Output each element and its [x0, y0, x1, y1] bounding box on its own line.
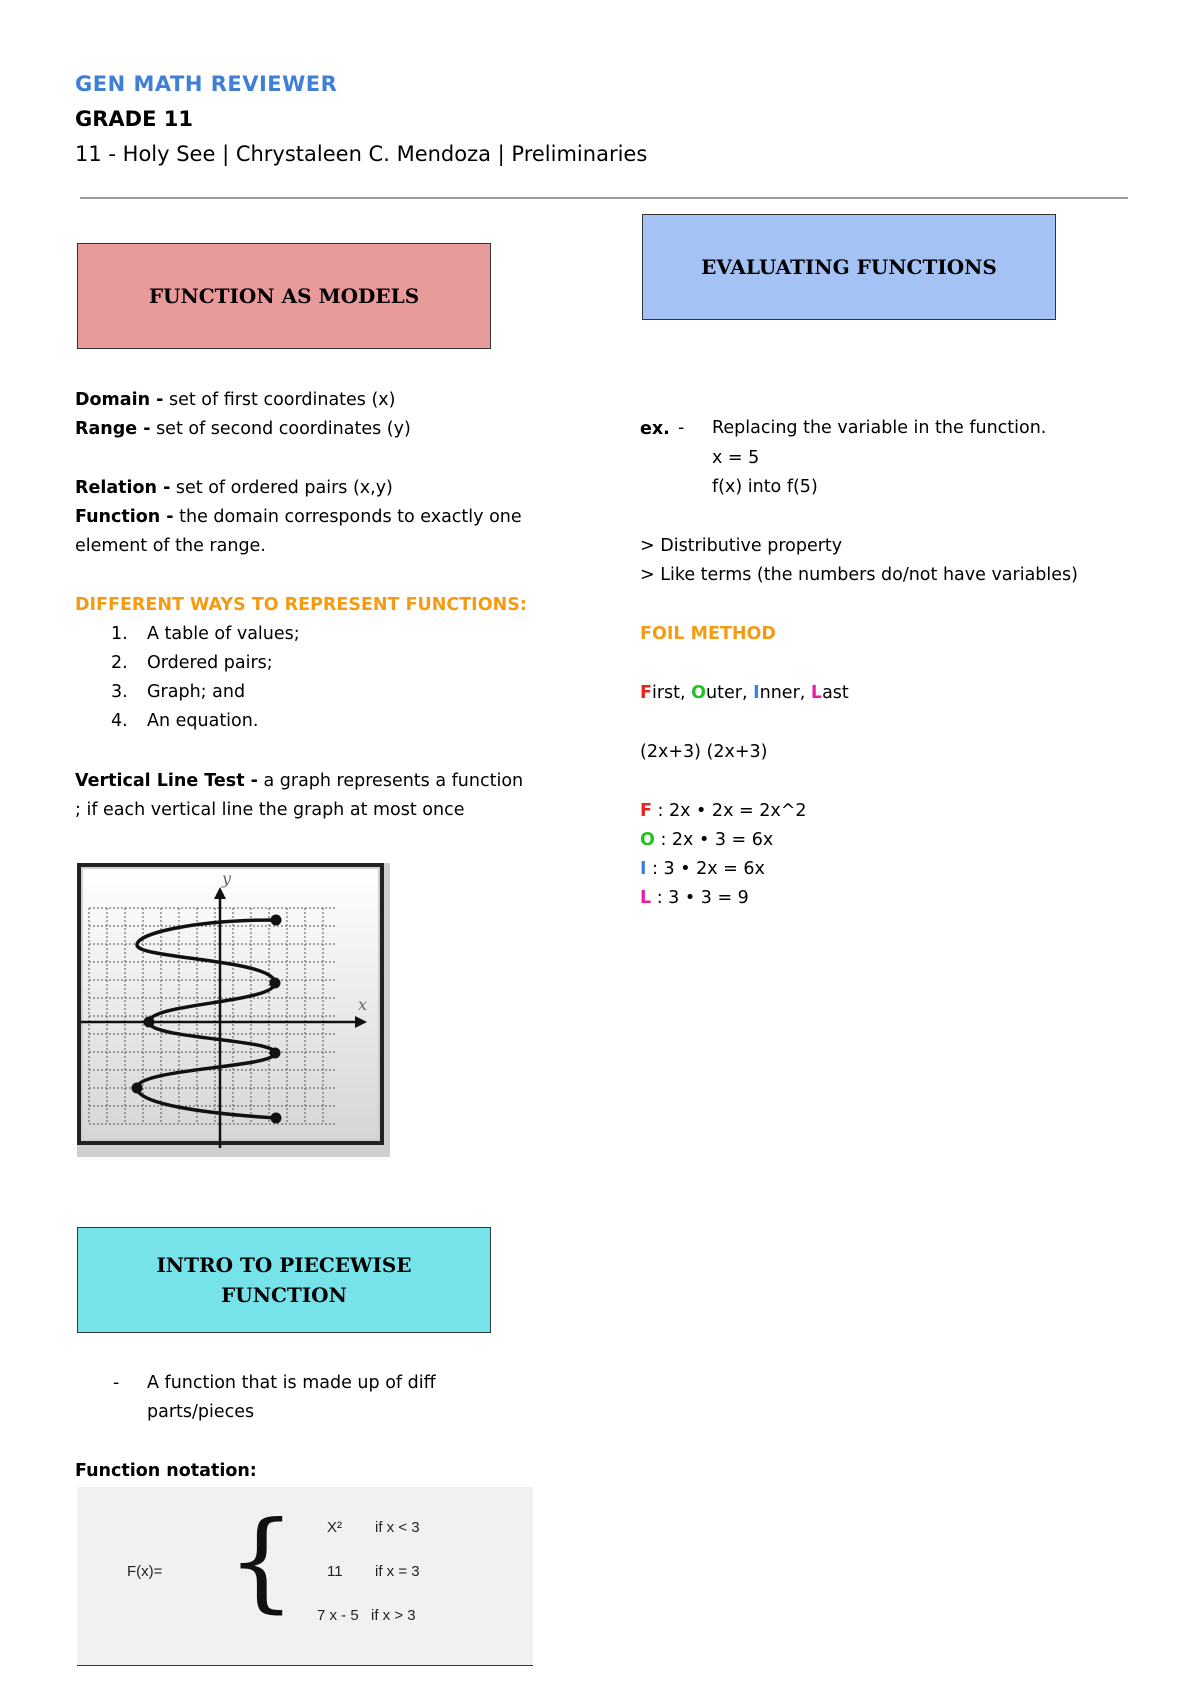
range-line	[75, 415, 411, 444]
piecewise-title-line2: FUNCTION	[221, 1283, 347, 1307]
foil-heading: FOIL METHOD	[640, 624, 776, 644]
function-as-models-box	[77, 243, 491, 349]
function-term: Function -	[75, 507, 174, 527]
function-line	[75, 503, 522, 532]
like-terms: > Like terms (the numbers do/not have variables)	[640, 565, 1078, 585]
list-item: 3. Graph; and	[111, 682, 246, 702]
grade-label: GRADE 11	[75, 107, 193, 131]
domain-line	[75, 386, 396, 415]
x-axis-label: x	[358, 995, 368, 1014]
list-item: 2. Ordered pairs;	[111, 653, 273, 673]
distributive-property: > Distributive property	[640, 536, 843, 556]
evaluating-bullet-item: - Replacing the variable in the function.	[678, 418, 1047, 438]
example-line2: f(x) into f(5)	[712, 477, 818, 497]
domain-def: set of first coordinates (x)	[163, 390, 396, 410]
notation-cond-2: if x = 3	[375, 1563, 420, 1580]
list-item: 1. A table of values;	[111, 624, 300, 644]
relation-def: set of ordered pairs (x,y)	[170, 478, 393, 498]
vertical-line-test-term: Vertical Line Test -	[75, 771, 258, 791]
piecewise-title-line1: INTRO TO PIECEWISE	[156, 1253, 412, 1277]
notation-fx: F(x)=	[127, 1563, 163, 1580]
y-axis-label: y	[222, 869, 232, 888]
header-divider	[80, 197, 1128, 199]
piecewise-bullet-item: - A function that is made up of diff parts/pieces	[75, 1369, 1200, 1427]
list-item: 4. An equation.	[111, 711, 259, 731]
evaluating-desc: Replacing the variable in the function.	[712, 418, 1047, 438]
foil-step-inner: I : 3 • 2x = 6x	[640, 859, 765, 879]
piecewise-box	[77, 1227, 491, 1333]
foil-expression: (2x+3) (2x+3)	[640, 742, 768, 762]
evaluating-functions-title: EVALUATING FUNCTIONS	[701, 255, 997, 279]
foil-step-first: F : 2x • 2x = 2x^2	[640, 801, 807, 821]
vertical-line-test-graph	[77, 863, 390, 1157]
foil-step-outer: O : 2x • 3 = 6x	[640, 830, 774, 850]
foil-step-last: L : 3 • 3 = 9	[640, 888, 749, 908]
foil-words: First, Outer, Inner, Last	[640, 683, 849, 703]
example-label: ex.	[640, 419, 670, 439]
notation-expr-2: 11	[327, 1563, 343, 1580]
example-line1: x = 5	[712, 448, 760, 468]
notation-expr-3: 7 x - 5	[317, 1607, 359, 1624]
relation-term: Relation -	[75, 478, 171, 498]
function-def-continued: element of the range.	[75, 536, 266, 556]
notation-cond-1: if x < 3	[375, 1519, 420, 1536]
vertical-line-test-line	[75, 767, 523, 796]
ways-heading: DIFFERENT WAYS TO REPRESENT FUNCTIONS:	[75, 595, 527, 615]
evaluating-functions-box	[642, 214, 1056, 320]
function-notation-image	[77, 1487, 533, 1666]
notation-expr-1: X²	[327, 1519, 342, 1536]
document-title: GEN MATH REVIEWER	[75, 72, 338, 96]
function-def: the domain corresponds to exactly one	[173, 507, 522, 527]
brace-symbol: {	[227, 1499, 296, 1624]
vertical-line-test-def: a graph represents a function	[257, 771, 524, 791]
notation-cond-3: if x > 3	[371, 1607, 416, 1624]
document-subtitle: 11 - Holy See | Chrystaleen C. Mendoza | Preliminaries	[75, 142, 648, 166]
range-def: set of second coordinates (y)	[150, 419, 411, 439]
function-as-models-title: FUNCTION AS MODELS	[148, 284, 420, 308]
function-notation-heading: Function notation:	[75, 1461, 257, 1481]
relation-line	[75, 474, 393, 503]
piecewise-desc-line2: parts/pieces	[147, 1402, 255, 1422]
ways-list	[75, 620, 300, 736]
piecewise-desc-line1: A function that is made up of diff	[147, 1373, 436, 1393]
vertical-line-test-continued: ; if each vertical line the graph at most once	[75, 800, 465, 820]
range-term: Range -	[75, 419, 151, 439]
domain-term: Domain -	[75, 390, 164, 410]
